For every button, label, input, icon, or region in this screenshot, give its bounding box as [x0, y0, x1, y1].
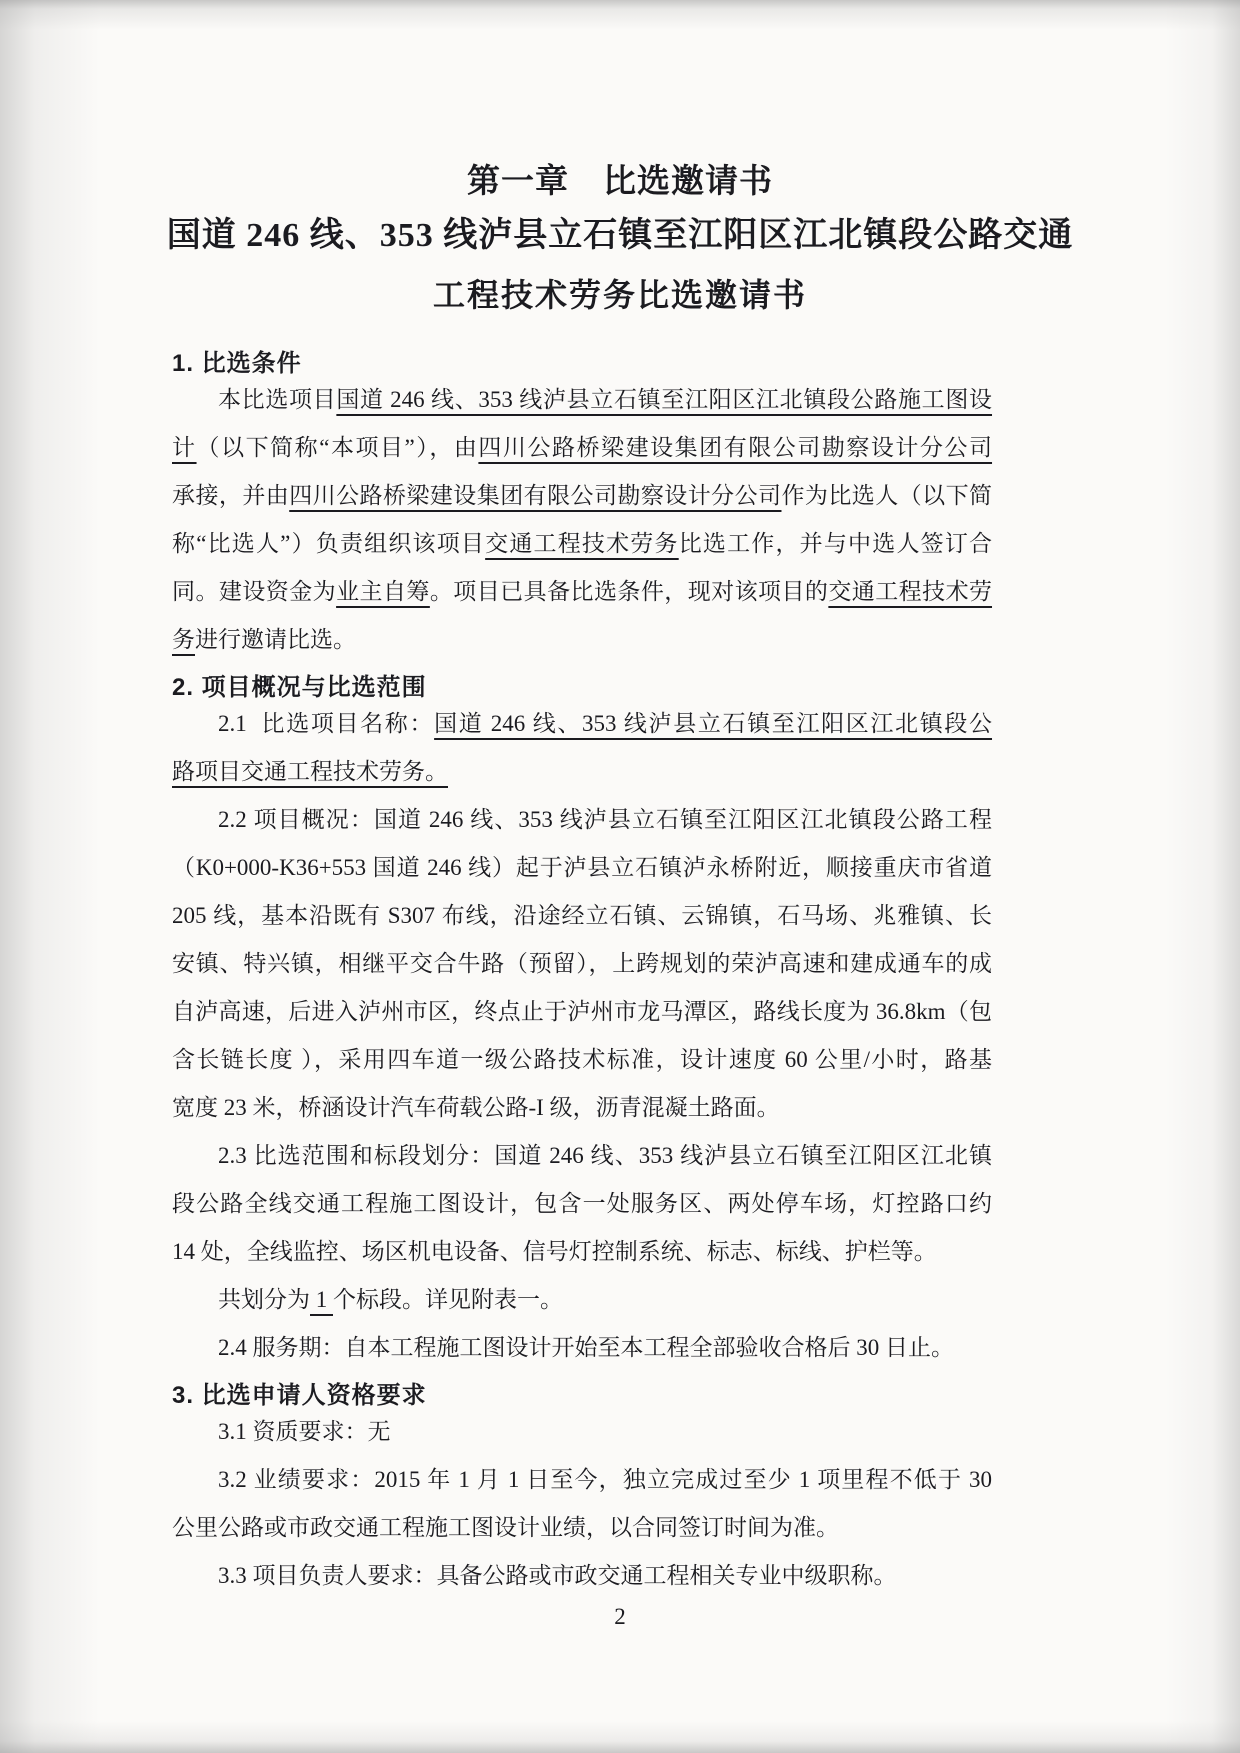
text-line [172, 376, 992, 424]
text-segment: 3.2 业绩要求：2015 年 1 月 1 日至今，独立完成过至少 1 项里程不低于 30 [218, 1467, 992, 1492]
underlined-text: 四川公路桥梁建设集团有限公司勘察设计分公司 [289, 483, 782, 508]
text-segment: 。项目已具备比选条件，现对该项目的 [429, 579, 829, 604]
section-heading: 2. 项目概况与比选范围 [172, 674, 427, 701]
text-segment: 14 处，全线监控、场区机电设备、信号灯控制系统、标志、标线、护栏等。 [172, 1239, 937, 1264]
text-segment: 205 线，基本沿既有 S307 布线，沿途经立石镇、云锦镇，石马场、兆雅镇、长 [172, 903, 992, 928]
text-line [172, 940, 992, 988]
text-line [172, 796, 992, 844]
text-line [172, 1132, 992, 1180]
text-segment: （K0+000-K36+553 国道 246 线）起于泸县立石镇泸永桥附近，顺接重庆市省道 [172, 855, 992, 880]
text-line [172, 1408, 992, 1456]
text-segment: 比选工作，并与中选人签订合 [678, 531, 993, 556]
section-heading: 3. 比选申请人资格要求 [172, 1382, 427, 1409]
text-segment: 3.1 资质要求：无 [218, 1419, 391, 1444]
text-line [172, 424, 992, 472]
text-segment: 3.3 项目负责人要求：具备公路或市政交通工程相关专业中级职称。 [218, 1563, 897, 1588]
text-segment: （以下简称“本项目”），由 [196, 435, 479, 460]
text-segment: 个标段。详见附表一。 [333, 1287, 563, 1312]
text-line [172, 1552, 992, 1600]
text-segment: 安镇、特兴镇，相继平交合牛路（预留），上跨规划的荣泸高速和建成通车的成 [172, 951, 992, 976]
document-title-line2: 工程技术劳务比选邀请书 [432, 277, 807, 313]
document-body [172, 340, 992, 1600]
text-line [172, 988, 992, 1036]
text-segment: 进行邀请比选。 [195, 627, 356, 652]
text-line [172, 616, 992, 664]
text-segment: 称“比选人”）负责组织该项目 [172, 531, 486, 556]
text-segment: 2.1 比选项目名称： [218, 711, 435, 736]
text-line [172, 1324, 992, 1372]
text-line [172, 472, 992, 520]
section-heading: 1. 比选条件 [172, 350, 302, 377]
underlined-text: 计 [172, 435, 197, 460]
text-segment: 2.3 比选范围和标段划分：国道 246 线、353 线泸县立石镇至江阳区江北镇 [218, 1143, 992, 1168]
text-line [172, 1228, 992, 1276]
text-line [172, 700, 992, 748]
text-segment: 本比选项目 [218, 387, 337, 412]
text-line [172, 568, 992, 616]
page-number: 2 [614, 1604, 626, 1629]
text-line [172, 1456, 992, 1504]
text-line [172, 844, 992, 892]
text-segment: 自泸高速，后进入泸州市区，终点止于泸州市龙马潭区，路线长度为 36.8km（包 [172, 999, 992, 1024]
text-segment: 宽度 23 米，桥涵设计汽车荷载公路-I 级，沥青混凝土路面。 [172, 1095, 780, 1120]
chapter-title: 第一章 比选邀请书 [467, 164, 773, 200]
text-segment: 作为比选人（以下简 [781, 483, 993, 508]
text-segment: 承接，并由 [172, 483, 290, 508]
text-line [172, 520, 992, 568]
text-line [172, 748, 992, 796]
underlined-text: 路项目交通工程技术劳务。 [172, 759, 448, 784]
text-segment: 公里公路或市政交通工程施工图设计业绩，以合同签订时间为准。 [172, 1515, 839, 1540]
underlined-text: 交通工程技术劳 [828, 579, 993, 604]
underlined-text: 1 [310, 1287, 333, 1312]
text-segment: 2.4 服务期：自本工程施工图设计开始至本工程全部验收合格后 30 日止。 [218, 1335, 954, 1360]
underlined-text: 四川公路桥梁建设集团有限公司勘察设计分公司 [478, 435, 993, 460]
text-line [172, 1504, 992, 1552]
underlined-text: 业主自筹 [336, 579, 430, 604]
text-segment: 同。建设资金为 [172, 579, 337, 604]
underlined-text: 务 [172, 627, 195, 652]
text-segment: 2.2 项目概况：国道 246 线、353 线泸县立石镇至江阳区江北镇段公路工程 [218, 807, 992, 832]
text-segment: 含长链长度 ），采用四车道一级公路技术标准，设计速度 60 公里/小时，路基 [172, 1047, 992, 1072]
text-line [172, 892, 992, 940]
text-line [172, 1180, 992, 1228]
document-title-line1: 国道 246 线、353 线泸县立石镇至江阳区江北镇段公路交通 [166, 217, 1074, 254]
underlined-text: 交通工程技术劳务 [485, 531, 679, 556]
text-line [172, 1036, 992, 1084]
underlined-text: 国道 246 线、353 线泸县立石镇至江阳区江北镇段公 [434, 711, 993, 736]
text-segment: 共划分为 [218, 1287, 310, 1312]
text-line [172, 1084, 992, 1132]
text-segment: 段公路全线交通工程施工图设计，包含一处服务区、两处停车场，灯控路口约 [172, 1191, 992, 1216]
text-line [172, 1276, 992, 1324]
underlined-text: 国道 246 线、353 线泸县立石镇至江阳区江北镇段公路施工图设 [336, 387, 993, 412]
